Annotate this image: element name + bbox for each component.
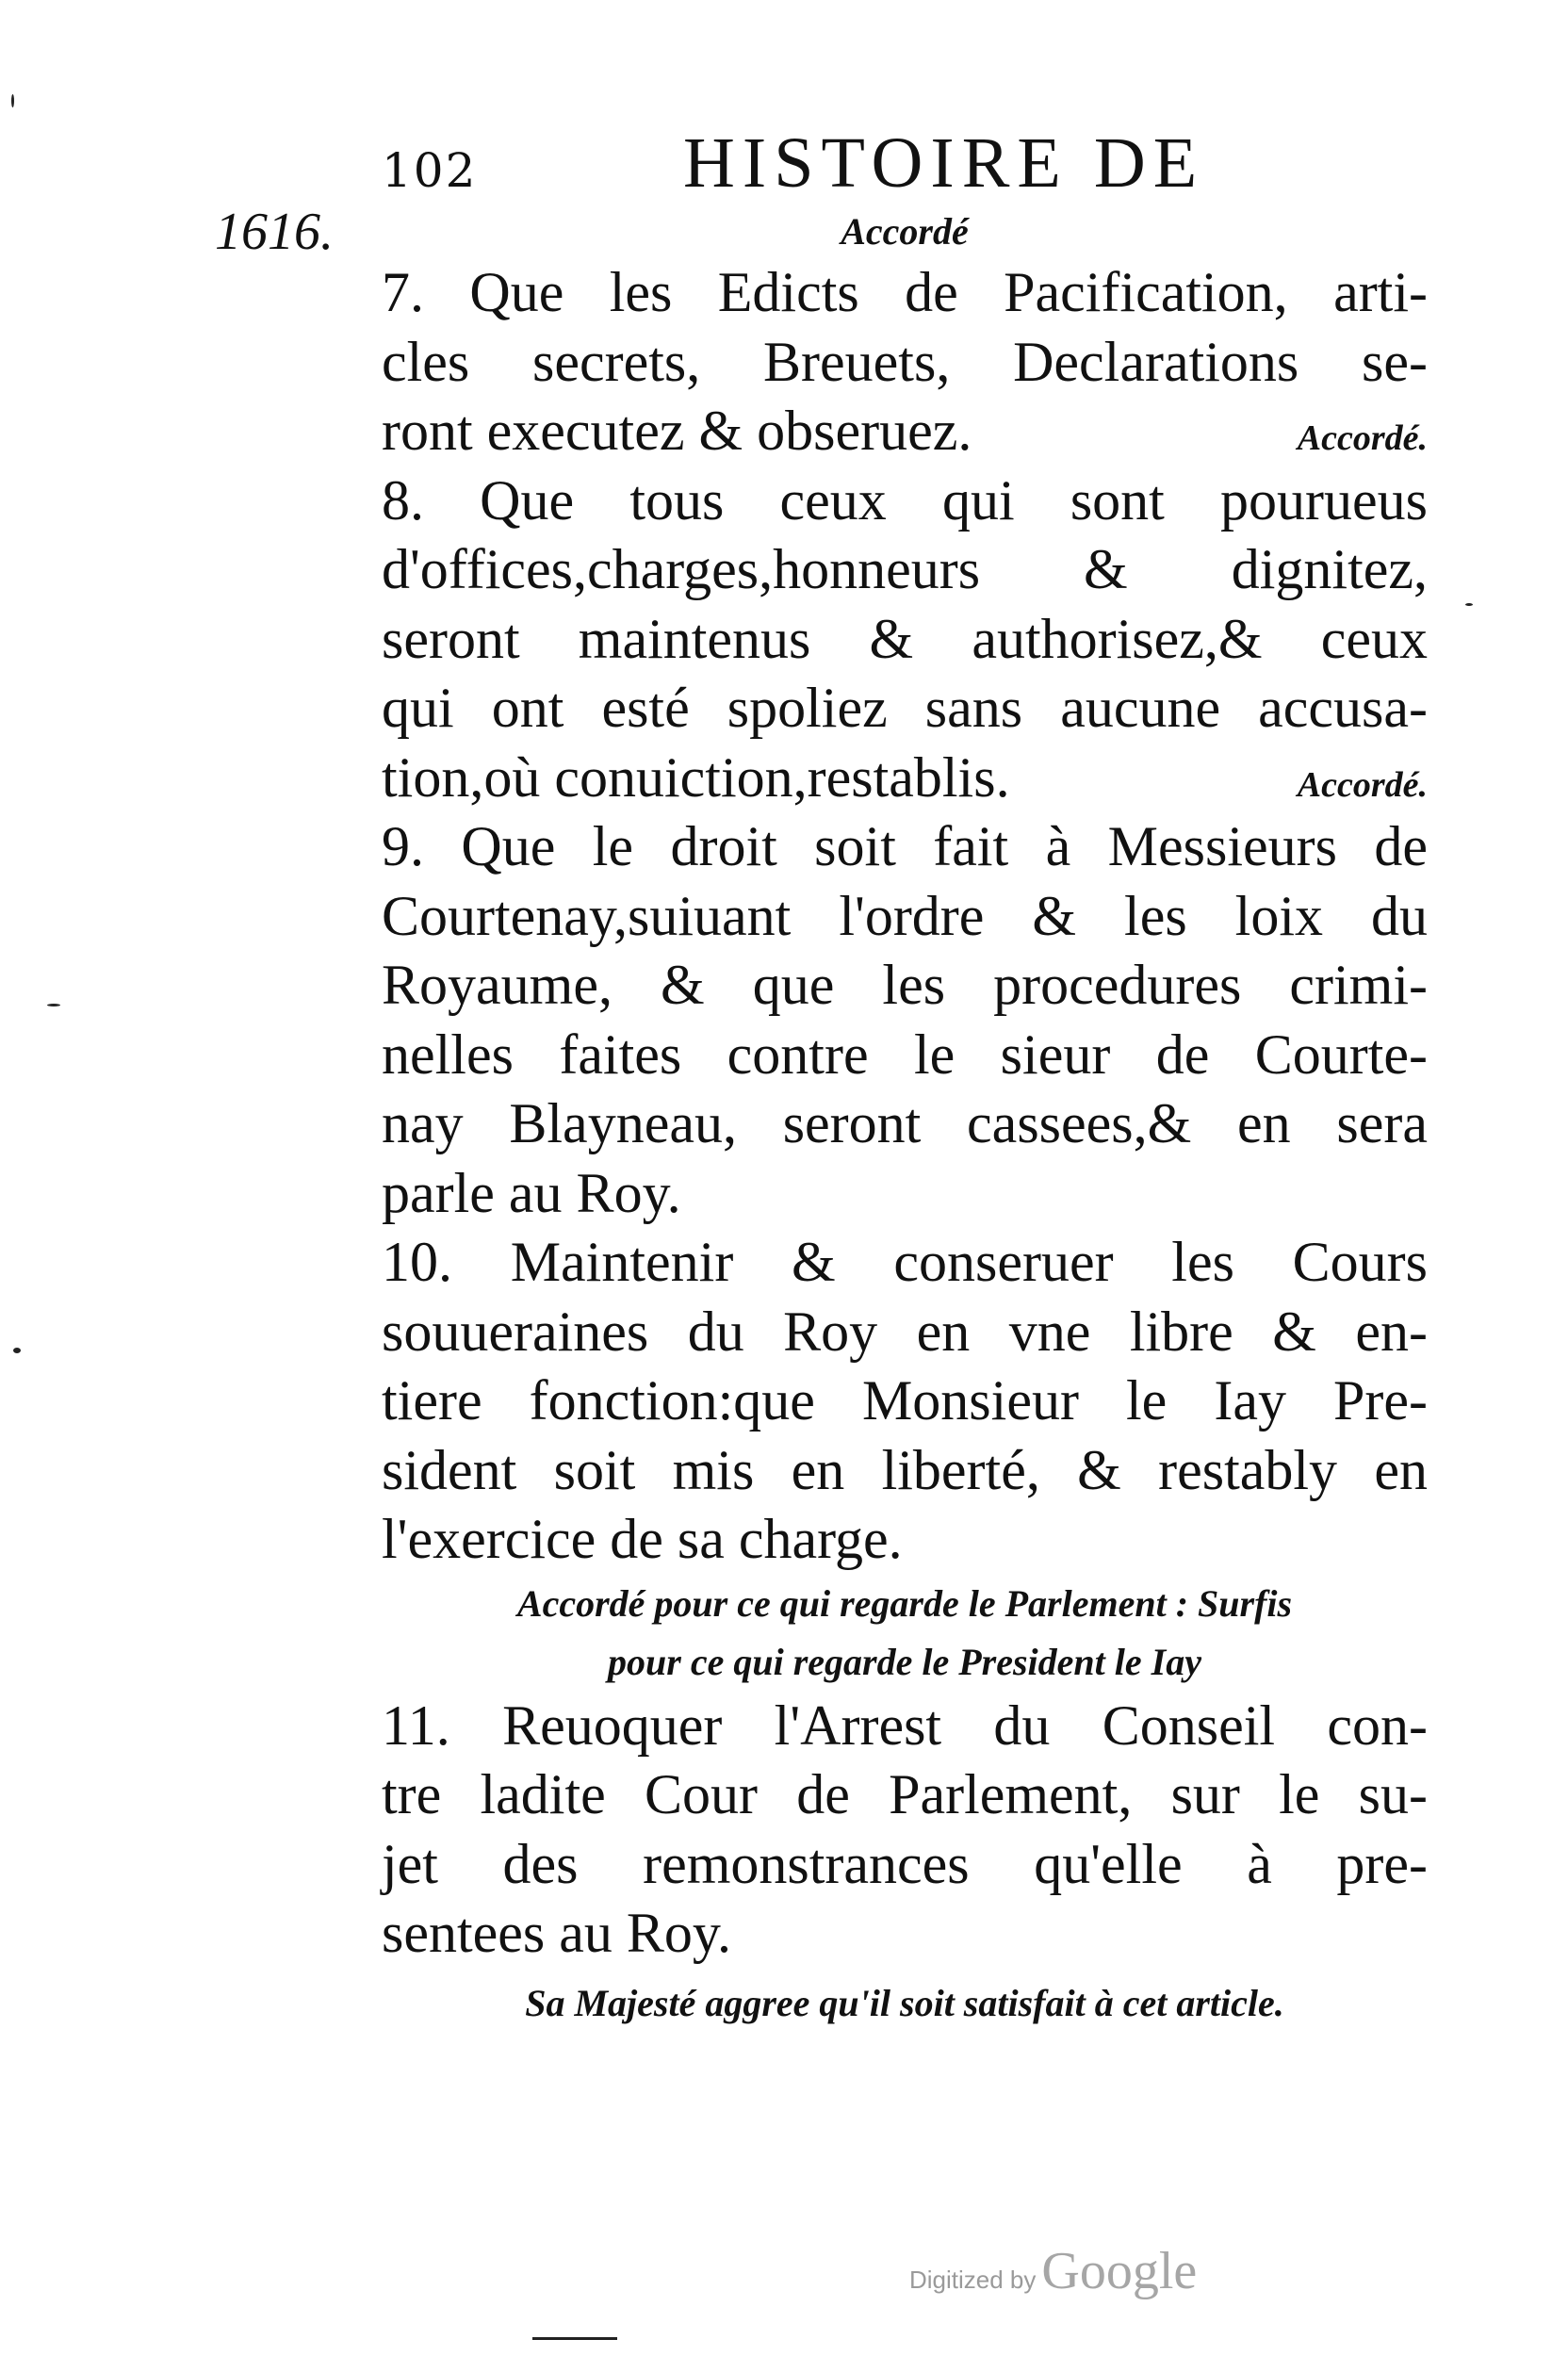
text-line: Courtenay,suiuant l'ordre & les loix du: [382, 884, 1428, 947]
text-line: Royaume, & que les procedures crimi-: [382, 954, 1428, 1016]
text-line: 11. Reuoquer l'Arrest du Conseil con-: [382, 1693, 1428, 1757]
article-10: [382, 1228, 1428, 1692]
text-line: tre ladite Cour de Parlement, sur le su-: [382, 1763, 1428, 1825]
text-line: d'offices,charges,honneurs & dignitez,: [382, 538, 1428, 600]
text-line: jet des remonstrances qu'elle à pre-: [382, 1832, 1428, 1895]
digitized-by-text: Digitized by: [909, 2266, 1037, 2294]
accorde-note: Accordé.: [1297, 764, 1428, 805]
text-line-with-note: [382, 744, 1428, 813]
text-line: tion,où conuiction,restablis.: [382, 745, 1010, 809]
text-line: 8. Que tous ceux qui sont pourueus: [382, 468, 1428, 532]
text-line-with-note: [382, 397, 1428, 466]
text-line: nelles faites contre le sieur de Courte-: [382, 1023, 1428, 1086]
text-line: ront executez & obseruez.: [382, 400, 972, 462]
text-line: qui ont esté spoliez sans aucune accusa-: [382, 677, 1428, 739]
text-line: parle au Roy.: [382, 1161, 681, 1224]
text-line: tiere fonction:que Monsieur le Iay Pre-: [382, 1369, 1428, 1432]
scan-speck: [47, 1004, 60, 1006]
decision-note: Sa Majesté aggree qu'il soit satisfait à cet article.: [525, 1981, 1284, 2024]
text-line: sident soit mis en liberté, & restably en: [382, 1438, 1428, 1501]
page-number: 102: [382, 143, 478, 198]
text-line: 9. Que le droit soit fait à Messieurs de: [382, 815, 1428, 877]
article-11: [382, 1692, 1428, 2033]
decision-note: Accordé pour ce qui regarde le Parlement : Surfis: [516, 1581, 1293, 1625]
accorde-note: Accordé.: [1297, 418, 1428, 458]
margin-year: 1616.: [215, 203, 334, 261]
text-line: seront maintenus & authorisez,& ceux: [382, 607, 1428, 670]
scan-speck: [532, 2337, 617, 2340]
article-7: [382, 258, 1428, 466]
google-logo: Google: [1041, 2242, 1198, 2300]
scan-speck: [1465, 603, 1473, 606]
scan-speck: [11, 94, 14, 107]
text-line: cles secrets, Breuets, Declarations se-: [382, 330, 1428, 393]
body-text: [382, 205, 1428, 2033]
text-line: 7. Que les Edicts de Pacification, arti-: [382, 261, 1428, 323]
text-line: 10. Maintenir & conseruer les Cours: [382, 1231, 1428, 1293]
page-header: [382, 123, 1267, 217]
text-line: souueraines du Roy en vne libre & en-: [382, 1300, 1428, 1363]
text-line: l'exercice de sa charge.: [382, 1508, 903, 1570]
text-line: nay Blayneau, seront cassees,& en sera: [382, 1092, 1428, 1154]
top-note: Accordé: [841, 210, 969, 253]
running-title: HISTOIRE DE: [683, 123, 1205, 203]
article-8: [382, 466, 1428, 813]
decision-note: pour ce qui regarde le President le Iay: [608, 1640, 1201, 1683]
article-9: [382, 812, 1428, 1228]
text-line: sentees au Roy.: [382, 1902, 732, 1964]
scan-speck: [13, 1348, 21, 1353]
digitized-watermark: [909, 2241, 1197, 2301]
